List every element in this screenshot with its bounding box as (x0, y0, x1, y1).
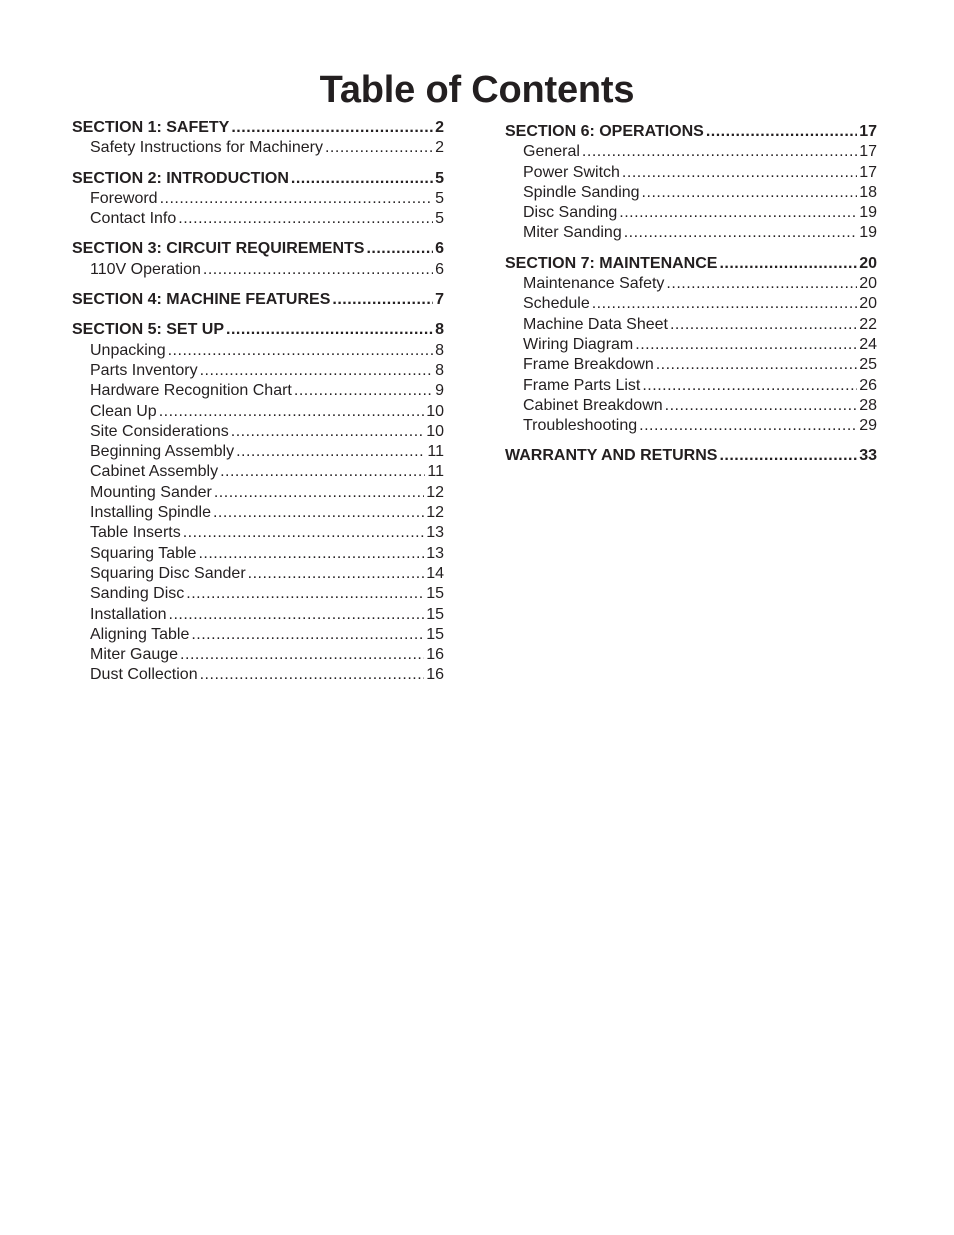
toc-entry[interactable] (72, 665, 444, 685)
toc-page-number: 19 (859, 224, 877, 242)
dot-leader (666, 274, 857, 294)
toc-page-number: 29 (859, 417, 877, 435)
toc-entry-label: Power Switch (523, 163, 620, 181)
toc-entry-label: SECTION 5: SET UP (72, 321, 225, 339)
toc-section-heading[interactable] (72, 290, 444, 310)
dot-leader (656, 355, 857, 375)
toc-entry-label: SECTION 6: OPERATIONS (505, 123, 704, 140)
toc-entry[interactable] (72, 503, 444, 523)
toc-entry[interactable] (72, 605, 444, 625)
toc-page-number: 2 (435, 139, 444, 157)
toc-entry-label: Maintenance Safety (523, 275, 665, 293)
toc-entry-label: SECTION 7: MAINTENANCE (505, 254, 718, 272)
dot-leader (236, 442, 425, 462)
dot-leader (160, 189, 434, 209)
page-title: Table of Contents (319, 69, 635, 111)
toc-page-number: 9 (435, 382, 444, 400)
toc-entry[interactable] (72, 189, 444, 209)
toc-section (72, 169, 444, 230)
toc-entry-label: SECTION 2: INTRODUCTION (72, 169, 289, 187)
toc-entry[interactable] (72, 442, 444, 462)
toc-entry[interactable] (72, 462, 444, 482)
toc-entry[interactable] (72, 381, 444, 401)
toc-entry-label: Foreword (90, 189, 158, 207)
toc-entry-label: Site Considerations (90, 422, 229, 440)
toc-entry[interactable] (72, 625, 444, 645)
toc-entry[interactable] (72, 209, 444, 229)
toc-page-number: 17 (859, 163, 877, 181)
toc-page-number: 22 (859, 315, 877, 333)
dot-leader (719, 446, 857, 466)
toc-page-number: 24 (859, 335, 877, 353)
toc-page-number: 20 (859, 275, 877, 293)
toc-section-heading[interactable] (72, 169, 444, 189)
toc-entry[interactable] (72, 402, 444, 422)
dot-leader (294, 381, 433, 401)
dot-leader (180, 645, 424, 665)
toc-page-number: 10 (426, 402, 444, 420)
dot-leader (325, 138, 433, 158)
toc-entry-label: Disc Sanding (523, 204, 618, 222)
dot-leader (639, 416, 857, 436)
dot-leader (291, 169, 433, 189)
toc-section-heading[interactable] (72, 239, 444, 259)
dot-leader (203, 260, 433, 280)
toc-page-number: 20 (859, 295, 877, 313)
toc-page-number: 15 (426, 605, 444, 623)
toc-entry[interactable] (72, 260, 444, 280)
dot-leader (642, 376, 857, 396)
toc-page-number: 16 (426, 666, 444, 684)
toc-entry[interactable] (505, 274, 877, 294)
toc-section-heading[interactable] (505, 446, 877, 466)
toc-page-number: 18 (859, 183, 877, 201)
toc-entry-label: Hardware Recognition Chart (90, 382, 292, 400)
toc-entry-label: Schedule (523, 295, 590, 313)
toc-entry-label: Safety Instructions for Machinery (90, 139, 323, 157)
toc-entry-label: 110V Operation (90, 260, 201, 278)
toc-section (72, 239, 444, 280)
toc-entry-label: Sanding Disc (90, 585, 185, 603)
toc-entry-label: Installing Spindle (90, 504, 211, 522)
toc-entry-label: SECTION 3: CIRCUIT REQUIREMENTS (72, 240, 365, 258)
dot-leader (159, 402, 425, 422)
toc-section (72, 290, 444, 310)
dot-leader (622, 163, 857, 183)
toc-column-right (505, 122, 877, 477)
toc-page-number: 19 (859, 204, 877, 222)
toc-page-number: 6 (435, 260, 444, 278)
dot-leader (169, 605, 425, 625)
toc-page-number: 8 (435, 341, 444, 359)
toc-page-number: 26 (859, 376, 877, 394)
dot-leader (226, 320, 433, 340)
dot-leader (619, 203, 857, 223)
toc-entry-label: Miter Gauge (90, 646, 179, 664)
toc-entry[interactable] (505, 223, 877, 243)
toc-entry-label: Parts Inventory (90, 361, 198, 379)
dot-leader (248, 564, 425, 584)
toc-entry-label: Dust Collection (90, 666, 198, 684)
toc-entry[interactable] (72, 544, 444, 564)
toc-entry-label: SECTION 4: MACHINE FEATURES (72, 291, 331, 309)
toc-page-number: 14 (426, 564, 444, 582)
toc-entry[interactable] (72, 523, 444, 543)
dot-leader (624, 223, 857, 243)
toc-entry-label: WARRANTY AND RETURNS (505, 447, 718, 465)
dot-leader (220, 462, 425, 482)
dot-leader (592, 294, 857, 314)
dot-leader (706, 122, 857, 142)
toc-entry-label: Troubleshooting (523, 417, 638, 435)
toc-section (72, 118, 444, 159)
dot-leader (200, 361, 433, 381)
toc-section-heading[interactable] (505, 122, 877, 142)
dot-leader (670, 315, 857, 335)
toc-page-number: 25 (859, 356, 877, 374)
toc-entry[interactable] (505, 416, 877, 436)
toc-entry[interactable] (505, 183, 877, 203)
toc-page-number: 28 (859, 396, 877, 414)
toc-entry-label: Squaring Table (90, 544, 197, 562)
dot-leader (168, 341, 433, 361)
toc-entry[interactable] (505, 396, 877, 416)
toc-section-heading[interactable] (72, 320, 444, 340)
dot-leader (231, 422, 424, 442)
dot-leader (191, 625, 424, 645)
toc-page-number: 33 (859, 447, 877, 465)
toc-section (505, 254, 877, 437)
toc-page-number: 15 (426, 585, 444, 603)
toc-page-number: 12 (426, 483, 444, 501)
dot-leader (231, 118, 433, 138)
toc-entry[interactable] (72, 341, 444, 361)
dot-leader (582, 142, 857, 162)
dot-leader (186, 584, 424, 604)
dot-leader (198, 544, 424, 564)
toc-entry[interactable] (505, 315, 877, 335)
toc-entry[interactable] (505, 163, 877, 183)
toc-entry-label: Cabinet Assembly (90, 463, 219, 481)
toc-entry[interactable] (505, 203, 877, 223)
toc-entry-label: Wiring Diagram (523, 335, 634, 353)
toc-entry[interactable] (72, 645, 444, 665)
toc-page-number: 7 (435, 291, 444, 309)
toc-entry[interactable] (72, 361, 444, 381)
toc-entry[interactable] (505, 142, 877, 162)
dot-leader (665, 396, 858, 416)
dot-leader (635, 335, 857, 355)
dot-leader (183, 523, 424, 543)
toc-entry-label: Aligning Table (90, 625, 190, 643)
dot-leader (213, 503, 424, 523)
toc-page-number: 11 (427, 443, 444, 461)
toc-section (505, 446, 877, 466)
toc-page-number: 10 (426, 422, 444, 440)
toc-page-number: 13 (426, 524, 444, 542)
toc-entry-label: Installation (90, 605, 167, 623)
toc-page-number: 20 (859, 254, 877, 272)
toc-entry[interactable] (505, 335, 877, 355)
toc-section (72, 320, 444, 685)
toc-page-number: 17 (859, 143, 877, 161)
toc-entry-label: General (523, 143, 580, 161)
toc-page-number: 5 (435, 189, 444, 207)
toc-entry[interactable] (505, 294, 877, 314)
toc-section (505, 122, 877, 244)
toc-page-number: 11 (427, 463, 444, 481)
toc-entry[interactable] (505, 376, 877, 396)
toc-page-number: 17 (859, 123, 877, 140)
toc-entry[interactable] (72, 138, 444, 158)
toc-page-number: 16 (426, 646, 444, 664)
toc-entry-label: Miter Sanding (523, 224, 622, 242)
toc-entry-label: Mounting Sander (90, 483, 212, 501)
toc-entry-label: SECTION 1: SAFETY (72, 119, 230, 136)
toc-entry-label: Contact Info (90, 210, 177, 228)
toc-page-number: 6 (435, 240, 444, 258)
toc-entry-label: Frame Parts List (523, 376, 641, 394)
toc-page-number: 15 (426, 625, 444, 643)
toc-entry-label: Unpacking (90, 341, 166, 359)
toc-page-number: 13 (426, 544, 444, 562)
dot-leader (719, 254, 857, 274)
toc-entry[interactable] (72, 422, 444, 442)
toc-page-number: 8 (435, 361, 444, 379)
toc-entry-label: Cabinet Breakdown (523, 396, 663, 414)
toc-entry-label: Clean Up (90, 402, 157, 420)
toc-entry[interactable] (72, 564, 444, 584)
toc-entry-label: Beginning Assembly (90, 443, 235, 461)
dot-leader (214, 483, 424, 503)
dot-leader (178, 209, 433, 229)
toc-entry-label: Machine Data Sheet (523, 315, 668, 333)
dot-leader (332, 290, 433, 310)
dot-leader (642, 183, 858, 203)
toc-column-left (72, 118, 444, 696)
dot-leader (200, 665, 425, 685)
toc-page-number: 5 (435, 210, 444, 228)
toc-entry-label: Spindle Sanding (523, 183, 640, 201)
toc-page-number: 8 (435, 321, 444, 339)
toc-page-number: 5 (435, 169, 444, 187)
toc-entry-label: Squaring Disc Sander (90, 564, 246, 582)
toc-section-heading[interactable] (505, 254, 877, 274)
toc-entry-label: Table Inserts (90, 524, 181, 542)
toc-entry[interactable] (72, 483, 444, 503)
toc-section-heading[interactable] (72, 118, 444, 138)
dot-leader (366, 239, 433, 259)
toc-entry[interactable] (72, 584, 444, 604)
toc-entry-label: Frame Breakdown (523, 356, 654, 374)
toc-page-number: 12 (426, 504, 444, 522)
toc-page-number: 2 (435, 119, 444, 136)
toc-entry[interactable] (505, 355, 877, 375)
